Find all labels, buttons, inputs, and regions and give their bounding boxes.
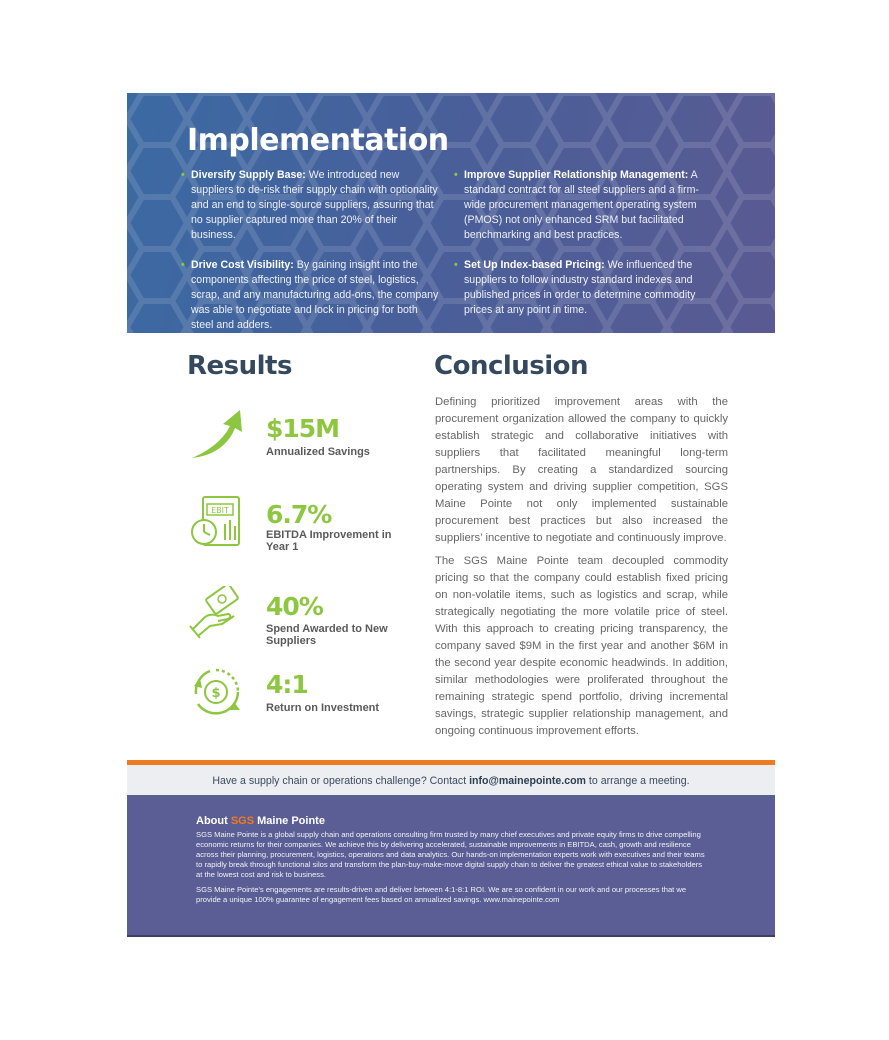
- about-title-suffix: Maine Pointe: [254, 815, 325, 827]
- implementation-item: [454, 168, 704, 243]
- about-title-prefix: About: [196, 815, 231, 827]
- item-heading: Drive Cost Visibility:: [191, 259, 294, 271]
- item-text: A standard contract for all steel suppliers and a firm-wide procurement management operating system (PMOS) not only enhanced SRM but facilitated benchmarking and best practices.: [464, 169, 699, 241]
- contact-suffix: to arrange a meeting.: [585, 775, 690, 787]
- about-paragraph: SGS Maine Pointe is a global supply chain and operations consulting firm trusted by many chief executives and private equity firms to drive compelling economic returns for their companies. We achieve this by delivering accelerated, sustainable improvements in EBITDA, cash, growth and resilience across their planning, procurement, logistics, operations and data analytics. Our hands-on implementation experts work with executives and their teams to rapidly break through functional silos and transform the plan-buy-make-move digital supply chain to deliver the greatest ethical value to stakeholders at the lowest cost and risk to business.: [196, 830, 705, 879]
- item-heading: Diversify Supply Base:: [191, 169, 306, 181]
- stat-savings: [188, 408, 408, 468]
- implementation-right-column: [454, 168, 704, 333]
- hand-money-icon: [188, 586, 244, 642]
- bullet-icon: •: [181, 169, 185, 181]
- stat-value: 6.7%: [266, 500, 332, 529]
- arrow-up-icon: [188, 408, 244, 464]
- conclusion-paragraph: Defining prioritized improvement areas with the procurement organization allowed the company to quickly establish strategic and collaborative initiatives with suppliers that facilitated meaningful long-term partnerships. By creating a standardized sourcing operating system and driving supplier competition, SGS Maine Pointe not only implemented sustainable procurement best practices but also increased the suppliers’ incentive to negotiate and continuously improve.: [435, 396, 728, 544]
- implementation-item: [181, 168, 441, 243]
- implementation-left-column: [181, 168, 441, 333]
- implementation-item: [181, 258, 441, 333]
- stat-label: Return on Investment: [266, 702, 380, 714]
- results-title: Results: [187, 351, 292, 381]
- about-title-sgs: SGS: [230, 815, 255, 827]
- stat-ebitda: [188, 494, 408, 554]
- conclusion-title: Conclusion: [434, 351, 589, 381]
- contact-email-link[interactable]: info@mainepointe.com: [469, 775, 586, 787]
- about-section: [127, 795, 775, 936]
- ebit-clock-icon: [188, 494, 244, 550]
- stat-label: Annualized Savings: [266, 446, 370, 458]
- implementation-title: Implementation: [187, 123, 449, 158]
- conclusion-body: [435, 394, 728, 746]
- stat-roi: [188, 664, 408, 724]
- stat-value: $15M: [266, 414, 340, 443]
- bullet-icon: •: [454, 259, 458, 271]
- item-heading: Improve Supplier Relationship Management:: [464, 169, 689, 181]
- about-bottom-rule: [127, 935, 775, 937]
- contact-bar: [127, 765, 775, 795]
- stat-label: Spend Awarded to New Suppliers: [266, 623, 388, 647]
- implementation-item: [454, 258, 704, 318]
- svg-text:$: $: [211, 686, 221, 701]
- about-title: [196, 815, 706, 827]
- item-text: We introduced new suppliers to de-risk their supply chain with optionality and an end to single-source suppliers, assuring that no supplier captured more than 20% of their business.: [191, 169, 438, 241]
- stat-value: 40%: [266, 592, 323, 621]
- contact-prefix: Have a supply chain or operations challenge? Contact: [212, 775, 470, 787]
- dollar-cycle-icon: [188, 664, 244, 720]
- stat-label: EBITDA Improvement in Year 1: [266, 529, 392, 553]
- item-heading: Set Up Index-based Pricing:: [464, 259, 605, 271]
- stat-value: 4:1: [266, 670, 308, 699]
- bullet-icon: •: [181, 259, 185, 271]
- about-paragraph: SGS Maine Pointe's engagements are results-driven and deliver between 4:1-8:1 ROI. We are so confident in our work and our processes that we provide a unique 100% guarantee of engagement fees based on annualized savings. www.mainepointe.com: [196, 885, 687, 904]
- item-text: We influenced the suppliers to follow industry standard indexes and published prices in order to determine commodity prices at any point in time.: [464, 259, 696, 316]
- stat-spend: [188, 586, 408, 646]
- ebit-icon-text: EBIT: [211, 506, 229, 515]
- bullet-icon: •: [454, 169, 458, 181]
- conclusion-paragraph: The SGS Maine Pointe team decoupled commodity pricing so that the company could establish fixed pricing on non-volatile items, such as logistics and scrap, while strategically negotiating the more volatile price of steel. With this approach to creating pricing transparency, the company saved $9M in the first year and another $6M in the second year despite economic headwinds. In addition, similar methodologies were proliferated throughout the remaining strategic spend portfolio, driving incremental savings, strategic supplier relationship management, and ongoing continuous improvement efforts.: [435, 555, 728, 737]
- implementation-section: [127, 93, 775, 333]
- item-text: By gaining insight into the components affecting the price of steel, logistics, scrap, and any manufacturing add-ons, the company was able to negotiate and lock in pricing for both steel and adders.: [191, 259, 439, 331]
